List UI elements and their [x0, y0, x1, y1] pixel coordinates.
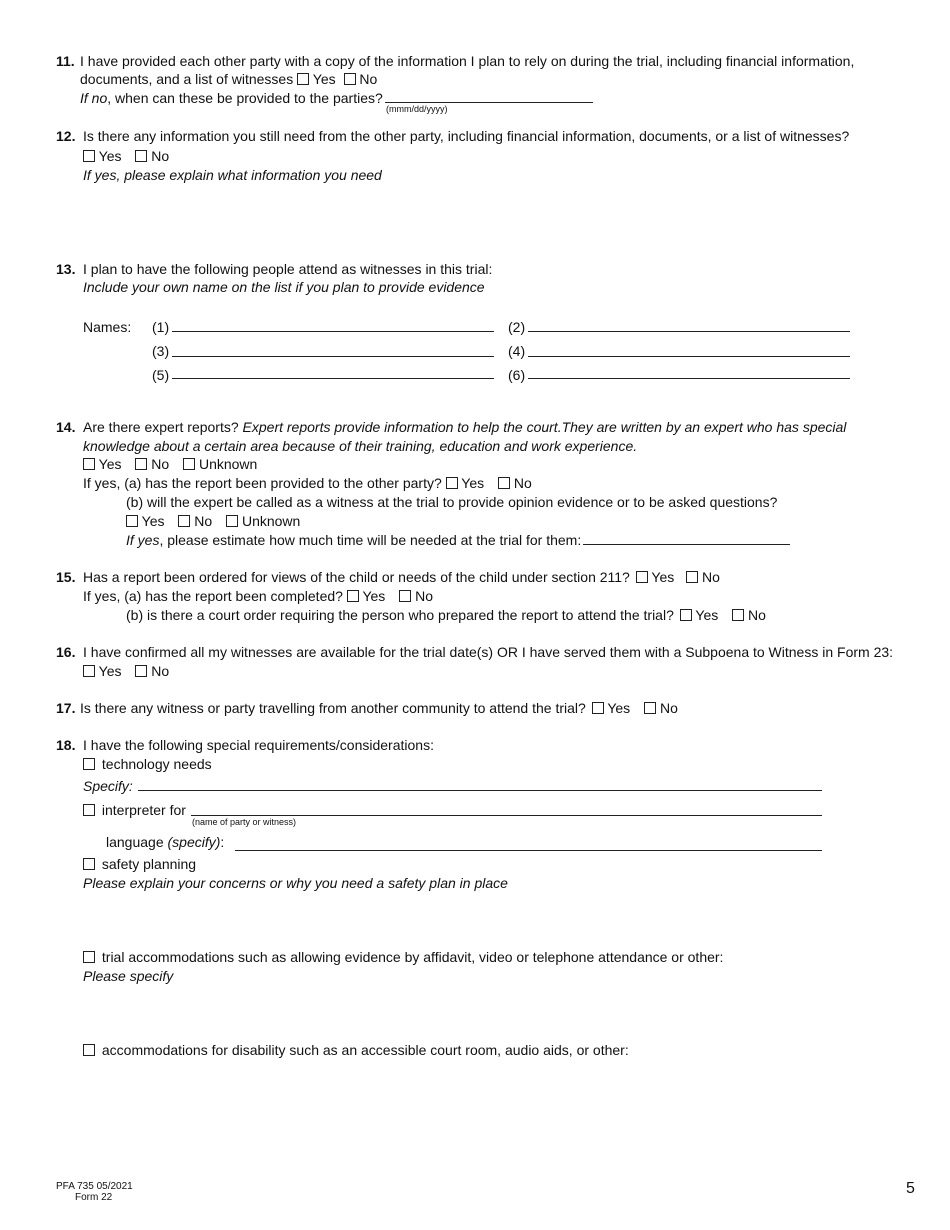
q11-if-no-label: If no — [80, 90, 108, 106]
q15-a-yes-checkbox[interactable] — [347, 590, 359, 602]
q11-if-no-text: , when can these be provided to the parties? — [107, 90, 383, 106]
q13-slot-1-field[interactable] — [172, 331, 494, 332]
q14-time-label: If yes — [126, 532, 160, 548]
q18-disability-label: accommodations for disability such as an accessible court room, audio aids, or other: — [101, 1042, 629, 1058]
q16-no-label: No — [151, 663, 170, 679]
q14-a-no-label: No — [513, 475, 532, 491]
q11-yes-label: Yes — [312, 71, 336, 87]
q15-text: Has a report been ordered for views of the child or needs of the child under section 211? — [83, 569, 630, 585]
q14-unknown-label: Unknown — [198, 456, 258, 472]
q14-a-no-checkbox[interactable] — [498, 477, 510, 489]
q14-hint-1: Expert reports provide information to help the court.They are written by an expert who has special — [242, 419, 847, 435]
q15-b-text: (b) is there a court order requiring the person who prepared the report to attend the trial? — [126, 607, 674, 623]
q14-yes-checkbox[interactable] — [83, 458, 95, 470]
q18-interpreter — [83, 802, 186, 819]
q14-b-no-checkbox[interactable] — [178, 515, 190, 527]
q14-b-unknown-label: Unknown — [241, 513, 301, 529]
q14-b-no-label: No — [194, 513, 213, 529]
q15-number: 15. — [56, 569, 76, 585]
q18-interpreter-hint: (name of party or witness) — [192, 817, 297, 827]
q16-yes-checkbox[interactable] — [83, 665, 95, 677]
q15-question — [56, 569, 720, 586]
q11-if-no — [80, 90, 383, 107]
footer-form-name: Form 22 — [75, 1192, 113, 1203]
q18-specify-label: Specify: — [83, 778, 133, 794]
q17-number: 17. — [56, 700, 76, 716]
q11-line2 — [80, 71, 377, 88]
q18-interpreter-checkbox[interactable] — [83, 804, 95, 816]
q15-b-no-label: No — [748, 607, 766, 623]
q18-language-label: language — [106, 834, 164, 850]
q14-time-field[interactable] — [583, 544, 790, 545]
q14-time-text: , please estimate how much time will be needed at the trial for them: — [159, 532, 582, 548]
q18-safety-checkbox[interactable] — [83, 858, 95, 870]
q11-no-checkbox[interactable] — [344, 73, 356, 85]
q14-no-checkbox[interactable] — [135, 458, 147, 470]
q16-question — [56, 644, 893, 661]
q15-yes-label: Yes — [651, 569, 675, 585]
q11-date-field[interactable] — [385, 102, 593, 103]
q14-b: (b) will the expert be called as a witness at the trial to provide opinion evidence or to be asked questions? — [126, 494, 778, 510]
q14-question — [56, 419, 846, 436]
q13-slot-5-field[interactable] — [172, 378, 494, 379]
q13-slot-2-field[interactable] — [528, 331, 850, 332]
q11-number: 11. — [56, 53, 75, 69]
q14-a-text: If yes, (a) has the report been provided to the other party? — [83, 475, 442, 491]
q14-a — [83, 475, 532, 492]
footer-form-code: PFA 735 05/2021 — [56, 1181, 133, 1192]
q18-interpreter-field[interactable] — [191, 815, 822, 816]
q18-language — [106, 834, 224, 851]
q15-yes-checkbox[interactable] — [636, 571, 648, 583]
q18-disability-checkbox[interactable] — [83, 1044, 95, 1056]
q15-b-yes-label: Yes — [695, 607, 719, 623]
q15-no-checkbox[interactable] — [686, 571, 698, 583]
q16-no-checkbox[interactable] — [135, 665, 147, 677]
q12-no-label: No — [151, 148, 170, 164]
q16-options — [83, 663, 169, 680]
q18-trial-acc-checkbox[interactable] — [83, 951, 95, 963]
q17-no-checkbox[interactable] — [644, 702, 656, 714]
q18-tech-checkbox[interactable] — [83, 758, 95, 770]
q14-a-yes-checkbox[interactable] — [446, 477, 458, 489]
q12-yes-label: Yes — [98, 148, 122, 164]
q18-text: I have the following special requirements/considerations: — [83, 737, 434, 753]
q13-hint: Include your own name on the list if you plan to provide evidence — [83, 279, 485, 295]
q18-number: 18. — [56, 737, 76, 753]
q15-no-label: No — [702, 569, 720, 585]
q11-yes-checkbox[interactable] — [297, 73, 309, 85]
q18-language-colon: : — [220, 834, 225, 850]
q13-slot-3-field[interactable] — [172, 356, 494, 357]
q13-slot-2-label: (2) — [508, 319, 526, 335]
q18-safety-explain: Please explain your concerns or why you need a safety plan in place — [83, 875, 508, 891]
q15-a-no-checkbox[interactable] — [399, 590, 411, 602]
q17-yes-label: Yes — [607, 700, 631, 716]
q16-yes-label: Yes — [98, 663, 122, 679]
q14-b-unknown-checkbox[interactable] — [226, 515, 238, 527]
q12-number: 12. — [56, 128, 76, 144]
page-number: 5 — [906, 1180, 915, 1197]
q17-text: Is there any witness or party travelling from another community to attend the trial? — [80, 700, 586, 716]
q15-b — [126, 607, 766, 624]
q12-no-checkbox[interactable] — [135, 150, 147, 162]
q18-trial-acc — [83, 949, 723, 966]
q13-slot-1-label: (1) — [152, 319, 170, 335]
q14-b-yes-label: Yes — [141, 513, 165, 529]
q18-question — [56, 737, 434, 754]
q17-no-label: No — [659, 700, 678, 716]
q14-unknown-checkbox[interactable] — [183, 458, 195, 470]
q18-language-specify: (specify) — [167, 834, 221, 850]
q18-tech — [83, 756, 212, 773]
q16-text: I have confirmed all my witnesses are available for the trial date(s) OR I have served them with a Subpoena to Witness in Form 23: — [83, 644, 894, 660]
q15-a — [83, 588, 433, 605]
q15-b-yes-checkbox[interactable] — [680, 609, 692, 621]
q18-disability — [83, 1042, 629, 1059]
q11-no-label: No — [359, 71, 378, 87]
q12-text: Is there any information you still need from the other party, including financial information, documents, or a list of witnesses? — [83, 128, 850, 144]
q15-b-no-checkbox[interactable] — [732, 609, 744, 621]
q13-slot-6-label: (6) — [508, 367, 526, 383]
q18-please-specify: Please specify — [83, 968, 174, 984]
q12-question — [56, 128, 849, 145]
q18-interpreter-label: interpreter for — [101, 802, 186, 818]
q14-number: 14. — [56, 419, 76, 435]
q13-slot-3-label: (3) — [152, 343, 170, 359]
q18-safety-label: safety planning — [101, 856, 197, 872]
q13-text: I plan to have the following people attend as witnesses in this trial: — [83, 261, 493, 277]
q14-time — [126, 532, 581, 549]
q13-names-label: Names: — [83, 319, 132, 335]
q12-options — [83, 148, 169, 165]
q15-a-text: If yes, (a) has the report been completed? — [83, 588, 343, 604]
q14-yes-label: Yes — [98, 456, 122, 472]
q13-number: 13. — [56, 261, 76, 277]
q12-explain: If yes, please explain what information you need — [83, 167, 382, 183]
q13-slot-4-label: (4) — [508, 343, 526, 359]
q12-yes-checkbox[interactable] — [83, 150, 95, 162]
q15-a-no-label: No — [415, 588, 433, 604]
q11-text: I have provided each other party with a copy of the information I plan to rely on during the trial, including financial information, — [80, 53, 855, 69]
q18-specify-field[interactable] — [138, 790, 822, 791]
q13-slot-4-field[interactable] — [528, 356, 850, 357]
q15-a-yes-label: Yes — [362, 588, 386, 604]
q11-date-hint: (mmm/dd/yyyy) — [386, 104, 448, 114]
q14-hint-2: knowledge about a certain area because of their training, education and work experience. — [83, 438, 638, 454]
q18-language-field[interactable] — [235, 850, 822, 851]
q14-b-yes-checkbox[interactable] — [126, 515, 138, 527]
q13-question — [56, 261, 492, 278]
q11-text-2: documents, and a list of witnesses — [80, 71, 294, 87]
q13-slot-6-field[interactable] — [528, 378, 850, 379]
q11-line1 — [56, 53, 854, 70]
q14-options — [83, 456, 257, 473]
q14-no-label: No — [151, 456, 170, 472]
q14-a-yes-label: Yes — [461, 475, 485, 491]
q18-trial-acc-label: trial accommodations such as allowing evidence by affidavit, video or telephone attendance or other: — [101, 949, 724, 965]
q18-tech-label: technology needs — [101, 756, 212, 772]
q17-question — [56, 700, 678, 717]
q17-yes-checkbox[interactable] — [592, 702, 604, 714]
q16-number: 16. — [56, 644, 76, 660]
q14-text: Are there expert reports? — [83, 419, 239, 435]
q14-b-options — [126, 513, 300, 530]
q18-safety — [83, 856, 196, 873]
q13-slot-5-label: (5) — [152, 367, 170, 383]
